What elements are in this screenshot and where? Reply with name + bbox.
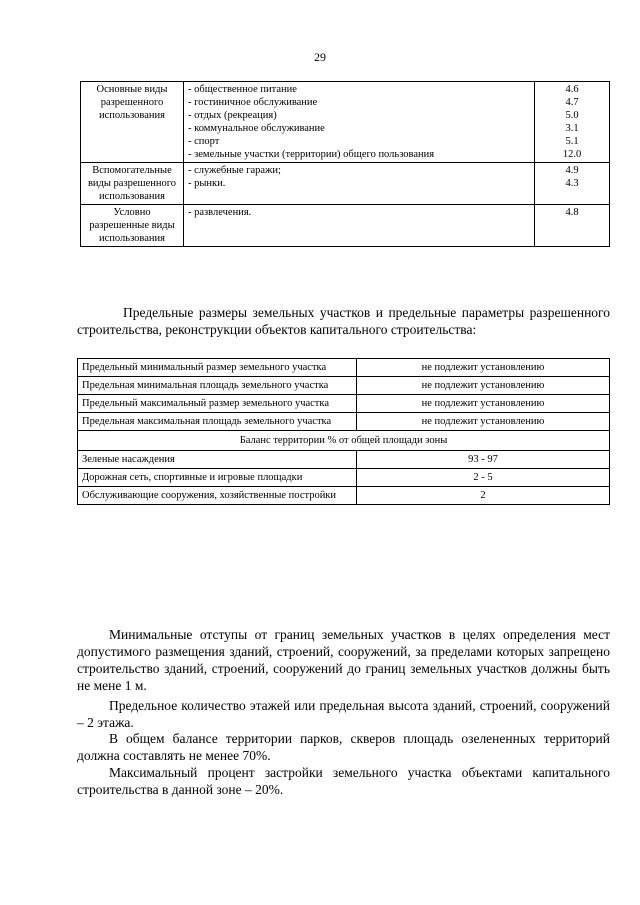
use-code: 4.8 bbox=[565, 207, 579, 218]
setback-paragraph: Минимальные отступы от границ земельных участков в целях определения мест допустимого размещения зданий, строений, сооружений, за пределами которых запрещено строительство зданий, строений, сооружений до границ земельных участков должны быть не мене 1 м. bbox=[77, 627, 610, 693]
balance-value: 2 - 5 bbox=[357, 469, 610, 487]
balance-label: Обслуживающие сооружения, хозяйственные постройки bbox=[78, 487, 357, 505]
table-row bbox=[81, 205, 610, 247]
items-cell bbox=[184, 205, 535, 247]
table-row bbox=[78, 431, 610, 451]
category-cell: Основные виды разрешенного использования bbox=[81, 82, 184, 163]
limit-value: не подлежит установлению bbox=[357, 413, 610, 431]
list-item: - рынки. bbox=[188, 178, 226, 189]
use-code: 4.7 bbox=[565, 97, 579, 108]
category-cell: Вспомогательные виды разрешенного использования bbox=[81, 163, 184, 205]
use-code: 4.9 bbox=[565, 165, 579, 176]
list-item: - спорт bbox=[188, 136, 220, 147]
limit-value: не подлежит установлению bbox=[357, 377, 610, 395]
limit-value: не подлежит установлению bbox=[357, 359, 610, 377]
category-cell: Условно разрешенные виды использования bbox=[81, 205, 184, 247]
list-item: - служебные гаражи; bbox=[188, 165, 281, 176]
table-row bbox=[81, 163, 610, 205]
list-item: - отдых (рекреация) bbox=[188, 110, 277, 121]
use-code: 12.0 bbox=[562, 149, 582, 160]
use-code: 3.1 bbox=[565, 123, 579, 134]
limits-intro-paragraph: Предельные размеры земельных участков и предельные параметры разрешенного строительства, реконструкции объектов капитального строительства: bbox=[77, 305, 610, 337]
limit-value: не подлежит установлению bbox=[357, 395, 610, 413]
table-row bbox=[78, 469, 610, 487]
table-row bbox=[81, 82, 610, 163]
balance-value: 2 bbox=[357, 487, 610, 505]
balance-label: Дорожная сеть, спортивные и игровые площадки bbox=[78, 469, 357, 487]
table-row bbox=[78, 395, 610, 413]
table-row bbox=[78, 487, 610, 505]
use-code: 4.6 bbox=[565, 84, 579, 95]
floors-paragraph: Предельное количество этажей или предельная высота зданий, строений, сооружений – 2 этажа. bbox=[77, 698, 610, 730]
limit-label: Предельная максимальная площадь земельного участка bbox=[78, 413, 357, 431]
limits-table bbox=[77, 358, 610, 505]
use-code: 4.3 bbox=[565, 178, 579, 189]
limit-label: Предельный максимальный размер земельного участка bbox=[78, 395, 357, 413]
balance-heading: Баланс территории % от общей площади зоны bbox=[78, 431, 610, 451]
codes-cell bbox=[535, 82, 610, 163]
limit-label: Предельный минимальный размер земельного участка bbox=[78, 359, 357, 377]
use-code: 5.1 bbox=[565, 136, 579, 147]
balance-label: Зеленые насаждения bbox=[78, 451, 357, 469]
table-row bbox=[78, 359, 610, 377]
use-code: 5.0 bbox=[565, 110, 579, 121]
table-row bbox=[78, 377, 610, 395]
items-cell bbox=[184, 82, 535, 163]
list-item: - коммунальное обслуживание bbox=[188, 123, 325, 134]
codes-cell bbox=[535, 163, 610, 205]
table-row bbox=[78, 451, 610, 469]
list-item: - общественное питание bbox=[188, 84, 297, 95]
table-row bbox=[78, 413, 610, 431]
coverage-paragraph: Максимальный процент застройки земельного участка объектами капитального строительства в данной зоне – 20%. bbox=[77, 765, 610, 797]
permitted-uses-table bbox=[80, 81, 610, 247]
balance-value: 93 - 97 bbox=[357, 451, 610, 469]
codes-cell bbox=[535, 205, 610, 247]
page-number: 29 bbox=[314, 50, 326, 64]
list-item: - развлечения. bbox=[188, 207, 252, 218]
green-area-paragraph: В общем балансе территории парков, скверов площадь озелененных территорий должна составлять не менее 70%. bbox=[77, 731, 610, 763]
list-item: - земельные участки (территории) общего пользования bbox=[188, 149, 435, 160]
limit-label: Предельная минимальная площадь земельного участка bbox=[78, 377, 357, 395]
items-cell bbox=[184, 163, 535, 205]
list-item: - гостиничное обслуживание bbox=[188, 97, 318, 108]
